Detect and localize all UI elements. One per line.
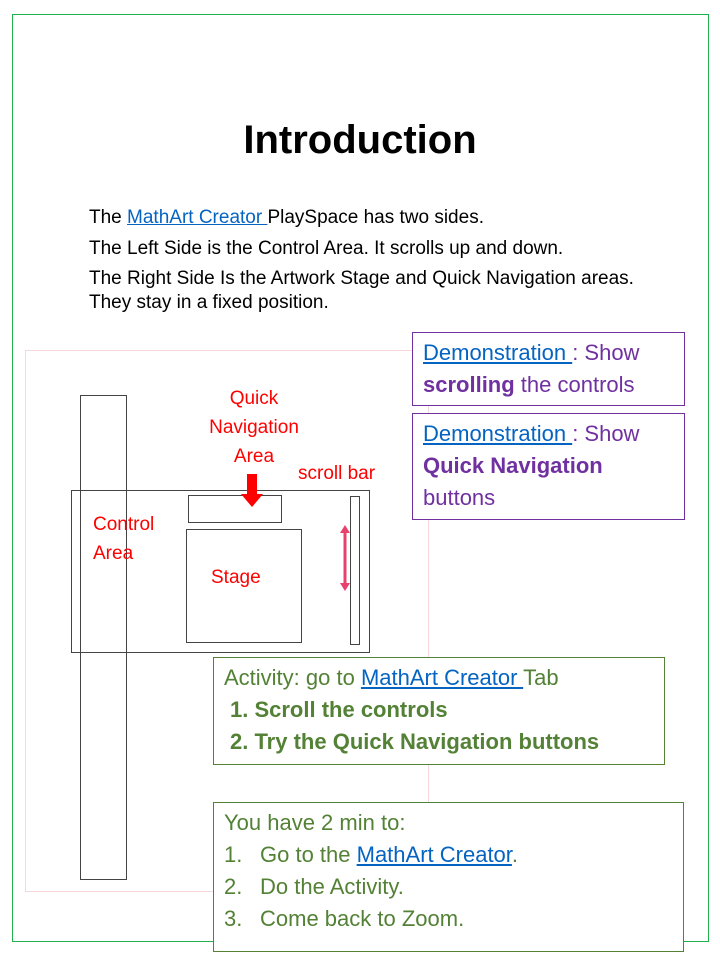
mathart-creator-link[interactable]: MathArt Creator (356, 842, 512, 867)
timer-heading: You have 2 min to: (224, 810, 406, 835)
demonstration-link[interactable]: Demonstration (423, 340, 573, 365)
list-item (224, 871, 673, 903)
text: PlaySpace has two sides. (267, 207, 484, 228)
quick-nav-rect (188, 495, 282, 523)
text: . (511, 842, 519, 867)
text: Activity: go to (224, 665, 361, 690)
text: Quick Navigation (423, 453, 603, 478)
text: : Show (572, 340, 640, 365)
text: scrolling (423, 372, 515, 397)
text: : Show (572, 421, 640, 446)
intro-line-2: The Left Side is the Control Area. It scrolls up and down. (89, 238, 564, 259)
scroll-bar-label: scroll bar (298, 463, 376, 484)
demo-quick-nav-box (412, 413, 685, 520)
mathart-creator-link[interactable]: MathArt Creator (360, 665, 524, 690)
activity-step: 1. Scroll the controls (230, 697, 448, 722)
up-down-arrow-icon (338, 525, 352, 591)
timer-list (224, 839, 673, 935)
quick-nav-label: Quick Navigation Area (209, 388, 299, 467)
text: Do the Activity. (260, 874, 404, 899)
intro-line-1 (89, 202, 669, 233)
demonstration-link[interactable]: Demonstration (423, 421, 573, 446)
slide-title: Introduction (243, 118, 477, 162)
list-item (224, 903, 673, 935)
intro-text (89, 202, 669, 315)
timer-box (213, 802, 684, 952)
text: The (89, 207, 128, 228)
activity-box (213, 657, 665, 765)
text: 2. (224, 874, 243, 899)
control-area-label: Control Area (93, 514, 155, 564)
text: buttons (423, 485, 496, 510)
stage-label: Stage (211, 567, 261, 588)
text: the controls (514, 372, 635, 397)
text: Go to the (260, 842, 357, 867)
down-arrow-icon (240, 474, 264, 508)
mathart-creator-link[interactable]: MathArt Creator (127, 207, 268, 228)
text: Tab (523, 665, 559, 690)
text: Come back to Zoom. (260, 906, 465, 931)
list-item (224, 839, 673, 871)
intro-line-3: The Right Side Is the Artwork Stage and Quick Navigation areas. They stay in a fixed position. (89, 268, 634, 313)
activity-step: 2. Try the Quick Navigation buttons (230, 729, 600, 754)
text: 1. (224, 842, 243, 867)
demo-scrolling-box (412, 332, 685, 406)
text: 3. (224, 906, 243, 931)
